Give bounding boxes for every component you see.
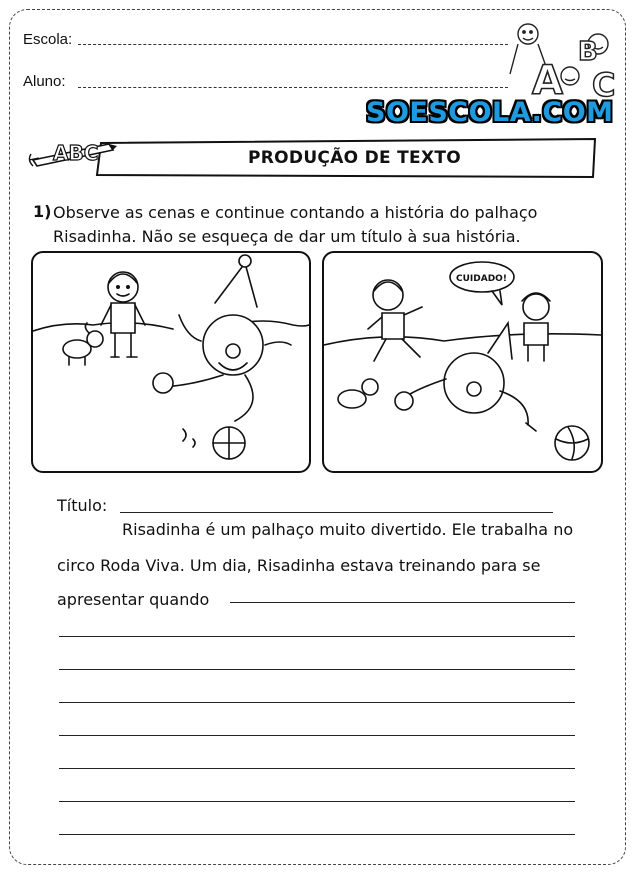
writing-line-1[interactable] — [230, 602, 575, 603]
abc-kids-illustration — [500, 14, 622, 100]
scene-2-image — [322, 251, 603, 473]
writing-line-4[interactable] — [59, 702, 575, 703]
question-number: 1) — [33, 202, 52, 221]
badge-letters: ABC — [53, 141, 99, 165]
school-field[interactable] — [78, 44, 508, 45]
title-label: Título: — [57, 496, 108, 515]
story-line-1: Risadinha é um palhaço muito divertido. Ele trabalha no — [122, 520, 574, 539]
writing-line-8[interactable] — [59, 834, 575, 835]
student-field[interactable] — [78, 87, 508, 88]
page-title: PRODUÇÃO DE TEXTO — [248, 148, 462, 168]
student-label: Aluno: — [23, 73, 66, 90]
speech-bubble-text: CUIDADO! — [456, 274, 507, 284]
abc-letter-c: C — [592, 66, 616, 100]
question-text: Observe as cenas e continue contando a história do palhaço Risadinha. Não se esqueça de dar um título à sua história. — [53, 203, 538, 246]
school-label: Escola: — [23, 31, 73, 48]
story-line-3: apresentar quando — [57, 590, 210, 609]
story-line-2: circo Roda Viva. Um dia, Risadinha estava treinando para se — [57, 556, 541, 575]
writing-line-3[interactable] — [59, 669, 575, 670]
abc-pencil-badge-icon — [27, 130, 117, 184]
title-field[interactable] — [120, 512, 553, 513]
writing-line-2[interactable] — [59, 636, 575, 637]
scene-1-image — [31, 251, 311, 473]
abc-letter-a: A — [532, 58, 563, 100]
abc-letter-b: B — [578, 37, 598, 67]
writing-line-5[interactable] — [59, 735, 575, 736]
scene-2-drawing — [324, 253, 601, 471]
brand-logo: SOESCOLA.COM — [366, 97, 614, 128]
writing-line-7[interactable] — [59, 801, 575, 802]
writing-line-6[interactable] — [59, 768, 575, 769]
scene-1-drawing — [33, 253, 309, 471]
